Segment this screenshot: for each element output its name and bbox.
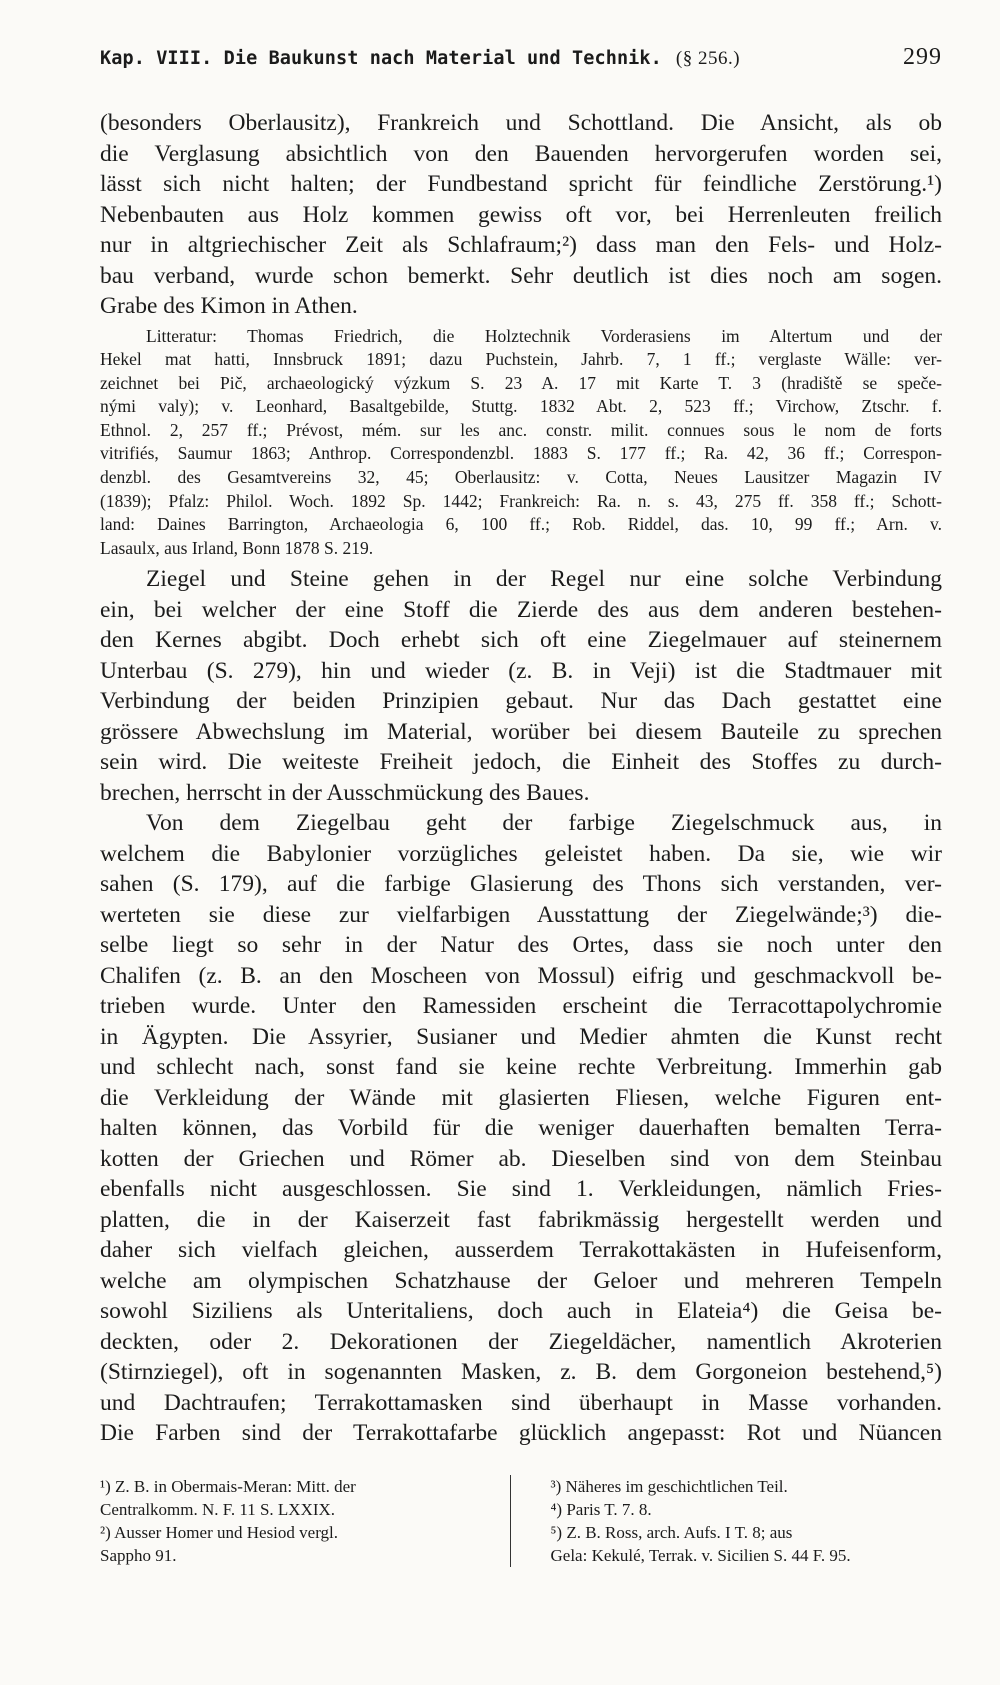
- footnote-line: ³) Näheres im geschichtlichen Teil.: [550, 1477, 788, 1496]
- footnote-line: ²) Ausser Homer und Hesiod vergl.: [100, 1523, 339, 1542]
- text-line: Verbindung der beiden Prinzipien gebaut. Nur das Dach gestattet eine: [100, 688, 942, 715]
- text-line: und Dachtraufen; Terrakottamasken sind überhaupt in Masse vorhanden.: [100, 1389, 942, 1416]
- text-line: die Verglasung absichtlich von den Bauenden hervorgerufen worden sei,: [100, 140, 942, 167]
- literature-line: (1839); Pfalz: Philol. Woch. 1892 Sp. 1442; Frankreich: Ra. n. s. 43, 275 ff. 358 ff.; Schott-: [100, 490, 942, 511]
- footnote-line: Gela: Kekulé, Terrak. v. Sicilien S. 44 F. 95.: [550, 1546, 851, 1565]
- text-line: Ziegel und Steine gehen in der Regel nur eine solche Verbindung: [146, 566, 942, 593]
- text-line: daher sich vielfach gleichen, ausserdem Terrakottakästen in Hufeisenform,: [100, 1237, 942, 1264]
- text-line: lässt sich nicht halten; der Fundbestand spricht für feindliche Zerstörung.¹): [100, 171, 942, 197]
- text-line: ein, bei welcher der eine Stoff die Zierde des aus dem anderen bestehen-: [100, 596, 942, 623]
- text-line: bau verband, wurde schon bemerkt. Sehr deutlich ist dies noch am sogen.: [100, 262, 942, 289]
- footnote-line: Centralkomm. N. F. 11 S. LXXIX.: [100, 1500, 336, 1519]
- text-line: halten können, das Vorbild für die weniger dauerhaften bemalten Terra-: [100, 1115, 942, 1142]
- text-line: in Ägypten. Die Assyrier, Susianer und Medier ahmten die Kunst recht: [100, 1023, 942, 1050]
- literature-line: land: Daines Barrington, Archaeologia 6, 100 ff.; Rob. Riddel, das. 10, 99 ff.; Arn. v.: [100, 514, 942, 535]
- text-line: platten, die in der Kaiserzeit fast fabrikmässig hergestellt werden und: [100, 1206, 942, 1233]
- footnotes-right-column: [511, 1475, 943, 1567]
- paragraph-vitrified-forts: [100, 108, 942, 322]
- footnote-line: ⁵) Z. B. Ross, arch. Aufs. I T. 8; aus: [550, 1523, 793, 1542]
- literature-line: Hekel mat hatti, Innsbruck 1891; dazu Puchstein, Jahrb. 7, 1 ff.; verglaste Wälle: ver-: [100, 349, 942, 370]
- text-line: trieben wurde. Unter den Ramessiden erscheint die Terracottapolychromie: [100, 993, 942, 1020]
- chapter-title: Kap. VIII. Die Baukunst nach Material und Technik.: [100, 48, 662, 69]
- text-line: Von dem Ziegelbau geht der farbige Ziegelschmuck aus, in: [146, 810, 942, 837]
- text-line: brechen, herrscht in der Ausschmückung des Baues.: [100, 779, 590, 806]
- footnotes-left-column: [100, 1475, 511, 1567]
- text-line: Chalifen (z. B. an den Moscheen von Mossul) eifrig und geschmackvoll be-: [100, 962, 942, 989]
- page-number: 299: [903, 44, 942, 70]
- text-line: deckten, oder 2. Dekorationen der Ziegeldächer, namentlich Akroterien: [100, 1328, 942, 1355]
- text-line: Grabe des Kimon in Athen.: [100, 293, 358, 319]
- text-line: (Stirnziegel), oft in sogenannten Masken, z. B. dem Gorgoneion bestehend,⁵): [100, 1359, 942, 1386]
- text-line: Nebenbauten aus Holz kommen gewiss oft vor, bei Herrenleuten freilich: [100, 201, 942, 228]
- text-line: sowohl Siziliens als Unteritaliens, doch auch in Elateia⁴) die Geisa be-: [100, 1298, 942, 1325]
- footnote-line: Sappho 91.: [100, 1546, 177, 1565]
- section-reference: (§ 256.): [675, 48, 741, 69]
- footnotes: [100, 1475, 942, 1567]
- main-text: [100, 108, 942, 1449]
- literature-line: nými valy); v. Leonhard, Basaltgebilde, Stuttg. 1832 Abt. 2, 523 ff.; Virchow, Ztschr. f.: [100, 396, 942, 417]
- literature-line: Lasaulx, aus Irland, Bonn 1878 S. 219.: [100, 537, 374, 558]
- text-line: den Kernes abgibt. Doch erhebt sich oft eine Ziegelmauer auf steinernem: [100, 627, 942, 654]
- literature-line: vitrifiés, Saumur 1863; Anthrop. Correspondenzbl. 1883 S. 177 ff.; Ra. 42, 36 ff.; Correspon-: [100, 443, 942, 464]
- text-line: nur in altgriechischer Zeit als Schlafraum;²) dass man den Fels- und Holz-: [100, 232, 942, 258]
- text-line: ebenfalls nicht ausgeschlossen. Sie sind 1. Verkleidungen, nämlich Fries-: [100, 1176, 942, 1203]
- text-line: welche am olympischen Schatzhause der Geloer und mehreren Tempeln: [100, 1267, 942, 1294]
- text-line: werteten sie diese zur vielfarbigen Ausstattung der Ziegelwände;³) die-: [100, 901, 942, 928]
- footnote-line: ¹) Z. B. in Obermais-Meran: Mitt. der: [100, 1477, 356, 1496]
- literature-line: Litteratur: Thomas Friedrich, die Holztechnik Vorderasiens im Altertum und der: [146, 325, 942, 346]
- text-line: die Verkleidung der Wände mit glasierten Fliesen, welche Figuren ent-: [100, 1084, 942, 1111]
- text-line: selbe liegt so sehr in der Natur des Ortes, dass sie noch unter den: [100, 932, 942, 959]
- literature-line: Ethnol. 2, 257 ff.; Prévost, mém. sur les anc. constr. milit. connues sous le nom de forts: [100, 419, 942, 440]
- text-line: sahen (S. 179), auf die farbige Glasierung des Thons sich verstanden, ver-: [100, 871, 942, 898]
- text-line: grössere Abwechslung im Material, worüber bei diesem Bauteile zu sprechen: [100, 718, 942, 745]
- literature-note: [100, 325, 942, 561]
- text-line: Unterbau (S. 279), hin und wieder (z. B. in Veji) ist die Stadtmauer mit: [100, 657, 942, 684]
- literature-line: zeichnet bei Pič, archaeologický výzkum S. 23 A. 17 mit Karte T. 3 (hradiště se speče-: [100, 372, 942, 393]
- text-line: Die Farben sind der Terrakottafarbe glücklich angepasst: Rot und Nüancen: [100, 1420, 942, 1447]
- paragraph-brick-and-stone: [100, 564, 942, 808]
- text-line: und schlecht nach, sonst fand sie keine rechte Verbreitung. Immerhin gab: [100, 1054, 942, 1081]
- running-header: [100, 44, 942, 78]
- paragraph-brick-ornament: [100, 808, 942, 1449]
- text-line: kotten der Griechen und Römer ab. Dieselben sind von dem Steinbau: [100, 1145, 942, 1172]
- literature-line: denzbl. des Gesamtvereins 32, 45; Oberlausitz: v. Cotta, Neues Lausitzer Magazin IV: [100, 467, 942, 488]
- text-line: (besonders Oberlausitz), Frankreich und Schottland. Die Ansicht, als ob: [100, 110, 942, 136]
- text-line: welchem die Babylonier vorzügliches geleistet haben. Da sie, wie wir: [100, 840, 942, 867]
- text-line: sein wird. Die weiteste Freiheit jedoch, die Einheit des Stoffes zu durch-: [100, 749, 942, 776]
- footnote-line: ⁴) Paris T. 7. 8.: [550, 1500, 652, 1519]
